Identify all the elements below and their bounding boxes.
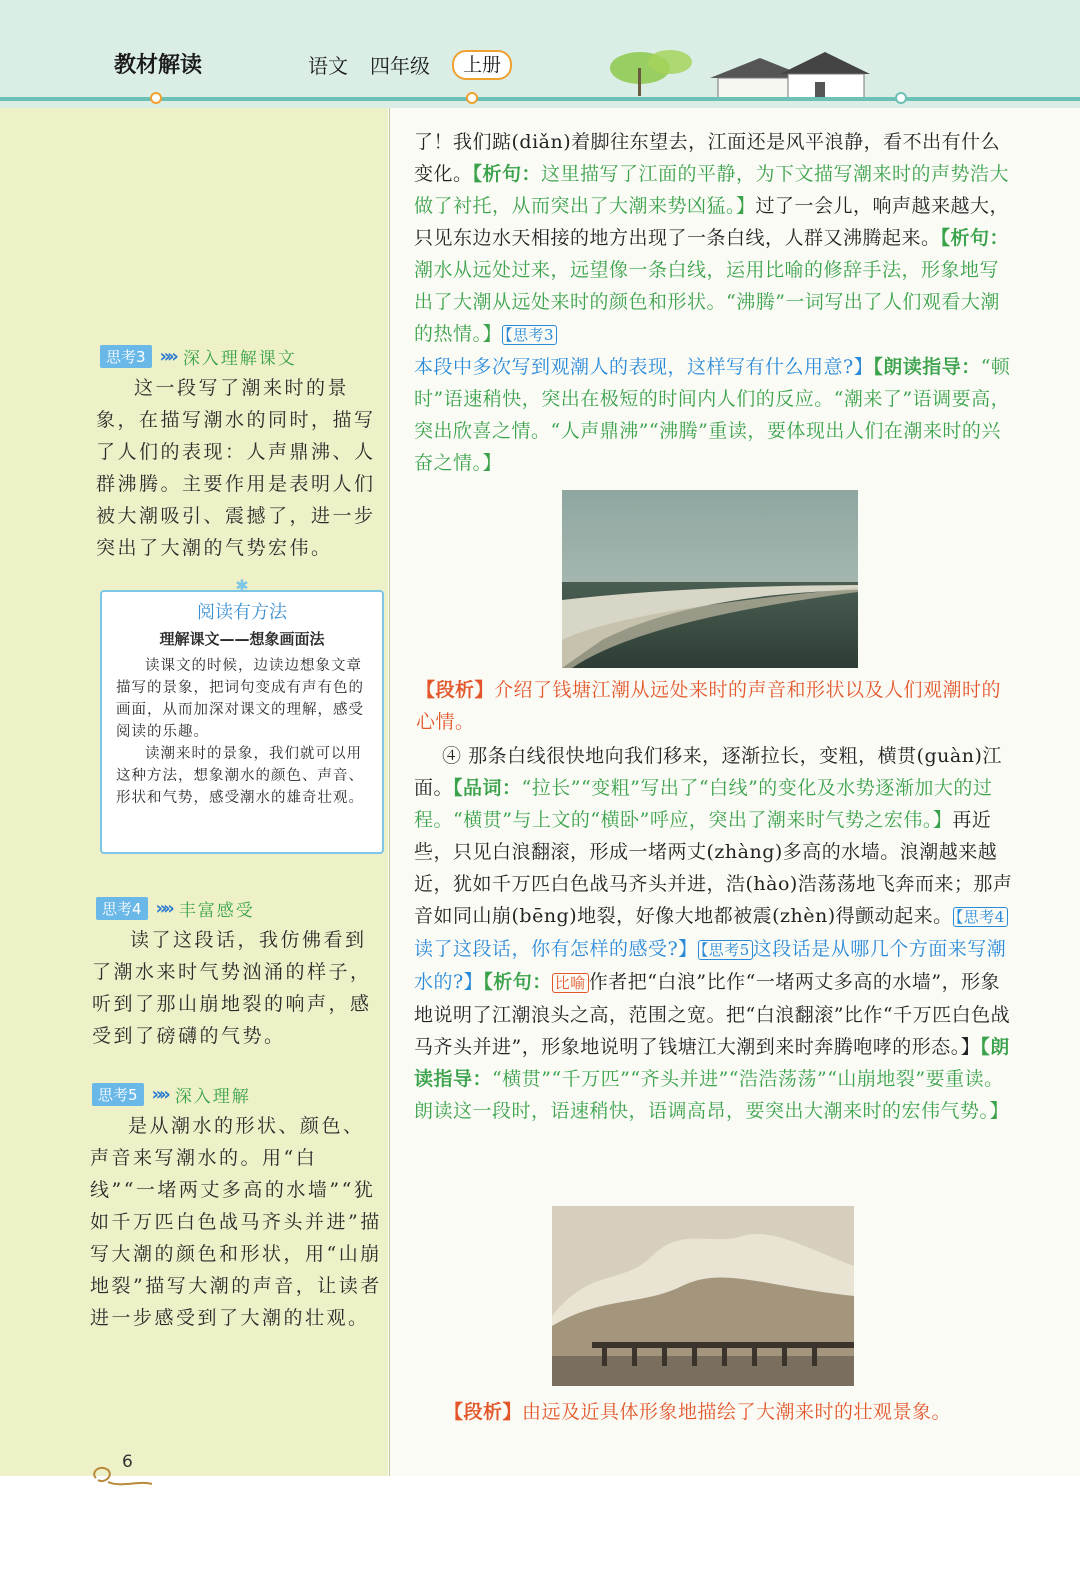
think4-tag: 丰富感受 bbox=[178, 901, 255, 921]
analysis-label: 【段析】 bbox=[444, 1401, 523, 1423]
annotation-span: “顿时”语速稍快，突出在极短的时间内人们的反应。“潮来了”语调要高，突出欣喜之情。“人声鼎沸”“沸腾”重读，要体现出人们在潮来时的兴奋之情。】 bbox=[414, 356, 1011, 474]
method-paragraph: 读潮来时的景象，我们就可以用这种方法，想象潮水的颜色、声音、形状和气势，感受潮水的雄奇壮观。 bbox=[116, 746, 364, 806]
question-span: 读了这段话，你有怎样的感受?】 bbox=[414, 938, 698, 960]
think4-badge: 思考4 bbox=[96, 897, 148, 920]
think5-badge: 思考5 bbox=[92, 1083, 144, 1106]
header-dot bbox=[466, 92, 478, 104]
think-badge: 【思考5 bbox=[698, 940, 753, 960]
page-number: 6 bbox=[122, 1452, 133, 1472]
label-span: 【析句： bbox=[472, 163, 542, 185]
text-span: 再近些，只见白浪翻滚，形成一堵两丈(zhàng)多高的水墙。浪潮越来越近，犹如千万匹白色战马齐头并进，浩(hào)浩荡荡地飞奔而来；那声音如同山崩(bēng)地裂，好像大地都被震(zhèn)得颤动起来。 bbox=[414, 809, 1013, 927]
subject-label: 语文 bbox=[308, 54, 348, 78]
think4-heading bbox=[96, 896, 255, 921]
header-dot bbox=[150, 92, 162, 104]
label-span: 【析句： bbox=[940, 227, 1010, 249]
method-subtitle: 理解课文——想象画面法 bbox=[159, 630, 325, 648]
header-divider bbox=[0, 97, 1080, 101]
leaf-icon: ✱ bbox=[235, 576, 249, 595]
question-span: 这段话是从哪几个方面来写潮水的?】 bbox=[414, 938, 1007, 993]
text-span: 过了一会儿，响声越来越大，只见东边水天相接的地方出现了一条白线，人群又沸腾起来。 bbox=[414, 195, 1010, 249]
text-span: 了！我们踮(diǎn)着脚往东望去，江面还是风平浪静，看不出有什么变化。 bbox=[414, 131, 1001, 185]
analysis-label: 【段析】 bbox=[416, 679, 495, 701]
chevron-right-icon: »» bbox=[155, 898, 171, 919]
main-paragraph-1 bbox=[414, 126, 1014, 479]
analysis-2 bbox=[408, 1396, 1008, 1428]
text-span: 那条白线很快地向我们移来，逐渐拉长，变粗，横贯(guàn)江面。 bbox=[414, 745, 1002, 799]
sidebar-divider bbox=[389, 108, 390, 1476]
analysis-text: 介绍了钱塘江潮从远处来时的声音和形状以及人们观潮时的心情。 bbox=[416, 679, 1002, 733]
analysis-text: 由远及近具体形象地描绘了大潮来时的壮观景象。 bbox=[522, 1401, 952, 1423]
think3-tag: 深入理解课文 bbox=[182, 349, 297, 369]
header-dot bbox=[895, 92, 907, 104]
annotation-span: 这里描写了江面的平静，为下文描写潮来时的声势浩大做了衬托，从而突出了大潮来势凶猛。】 bbox=[414, 163, 1010, 217]
think-badge: 【思考4 bbox=[953, 907, 1008, 927]
think5-heading bbox=[92, 1082, 251, 1107]
chevron-right-icon: »» bbox=[151, 1084, 167, 1105]
tide-photo-wave bbox=[552, 1206, 854, 1386]
annotation-span: “拉长”“变粗”写出了“白线”的变化及水势逐渐加大的过程。“横贯”与上文的“横卧”呼应，突出了潮来时气势之宏伟。】 bbox=[414, 777, 993, 831]
tide-photo-distant bbox=[562, 490, 858, 668]
think5-text: 是从潮水的形状、颜色、声音来写潮水的。用“白线”“一堵两丈多高的水墙”“犹如千万匹白色战马齐头并进”描写大潮的颜色和形状，用“山崩地裂”描写大潮的声音，让读者进一步感受到了大潮的壮观。 bbox=[90, 1115, 382, 1329]
village-illustration bbox=[600, 38, 900, 100]
label-span: 【析句： bbox=[483, 971, 552, 993]
volume-badge: 上册 bbox=[452, 50, 512, 80]
paragraph-number: ④ bbox=[442, 745, 462, 767]
think3-badge: 思考3 bbox=[100, 345, 152, 368]
chevron-right-icon: »» bbox=[159, 346, 175, 367]
think5-tag: 深入理解 bbox=[174, 1087, 251, 1107]
think3-text: 这一段写了潮来时的景象，在描写潮水的同时，描写了人们的表现：人声鼎沸、人群沸腾。主要作用是表明人们被大潮吸引、震撼了，进一步突出了大潮的气势宏伟。 bbox=[96, 377, 376, 559]
label-span: 【朗读指导： bbox=[873, 356, 981, 378]
book-title: 教材解读 bbox=[114, 53, 203, 78]
annotation-span: “横贯”“千万匹”“齐头并进”“浩浩荡荡”“山崩地裂”要重读。朗读这一段时，语速稍快，语调高昂，要突出大潮来时的宏伟气势。】 bbox=[414, 1068, 1010, 1122]
annotation-span: 作者把“白浪”比作“一堵两丈多高的水墙”，形象地说明了江潮浪头之高，范围之宽。把“白浪翻滚”比作“千万匹白色战马齐头并进”，形象地说明了钱塘江大潮到来时奔腾咆哮的形态。】 bbox=[414, 971, 1011, 1058]
main-paragraph-2 bbox=[414, 740, 1014, 1127]
page-bottom-margin bbox=[0, 1476, 1080, 1596]
label-span: 【朗读指导： bbox=[414, 1036, 1010, 1090]
reading-method-box bbox=[100, 576, 384, 854]
think-badge: 【思考3 bbox=[502, 325, 557, 345]
think4-text: 读了这段话，我仿佛看到了潮水来时气势汹涌的样子，听到了那山崩地裂的响声，感受到了磅礴的气势。 bbox=[92, 929, 372, 1047]
page-header bbox=[0, 0, 1080, 108]
question-span: 本段中多次写到观潮人的表现，这样写有什么用意?】 bbox=[414, 356, 874, 378]
analysis-1 bbox=[416, 674, 1016, 738]
annotation-span: 潮水从远处过来，远望像一条白线，运用比喻的修辞手法，形象地写出了大潮从远处来时的颜色和形状。“沸腾”一词写出了人们观看大潮的热情。】 bbox=[414, 259, 1000, 345]
think3-heading bbox=[100, 344, 297, 369]
method-paragraph: 读课文的时候，边读边想象文章描写的景象，把词句变成有声有色的画面，从而加深对课文的理解，感受阅读的乐趣。 bbox=[116, 658, 364, 740]
method-title: 阅读有方法 bbox=[197, 602, 287, 623]
label-span: 【品词： bbox=[453, 777, 522, 799]
grade-label: 四年级 bbox=[370, 54, 430, 78]
rhetoric-tag: 比喻 bbox=[552, 973, 589, 993]
